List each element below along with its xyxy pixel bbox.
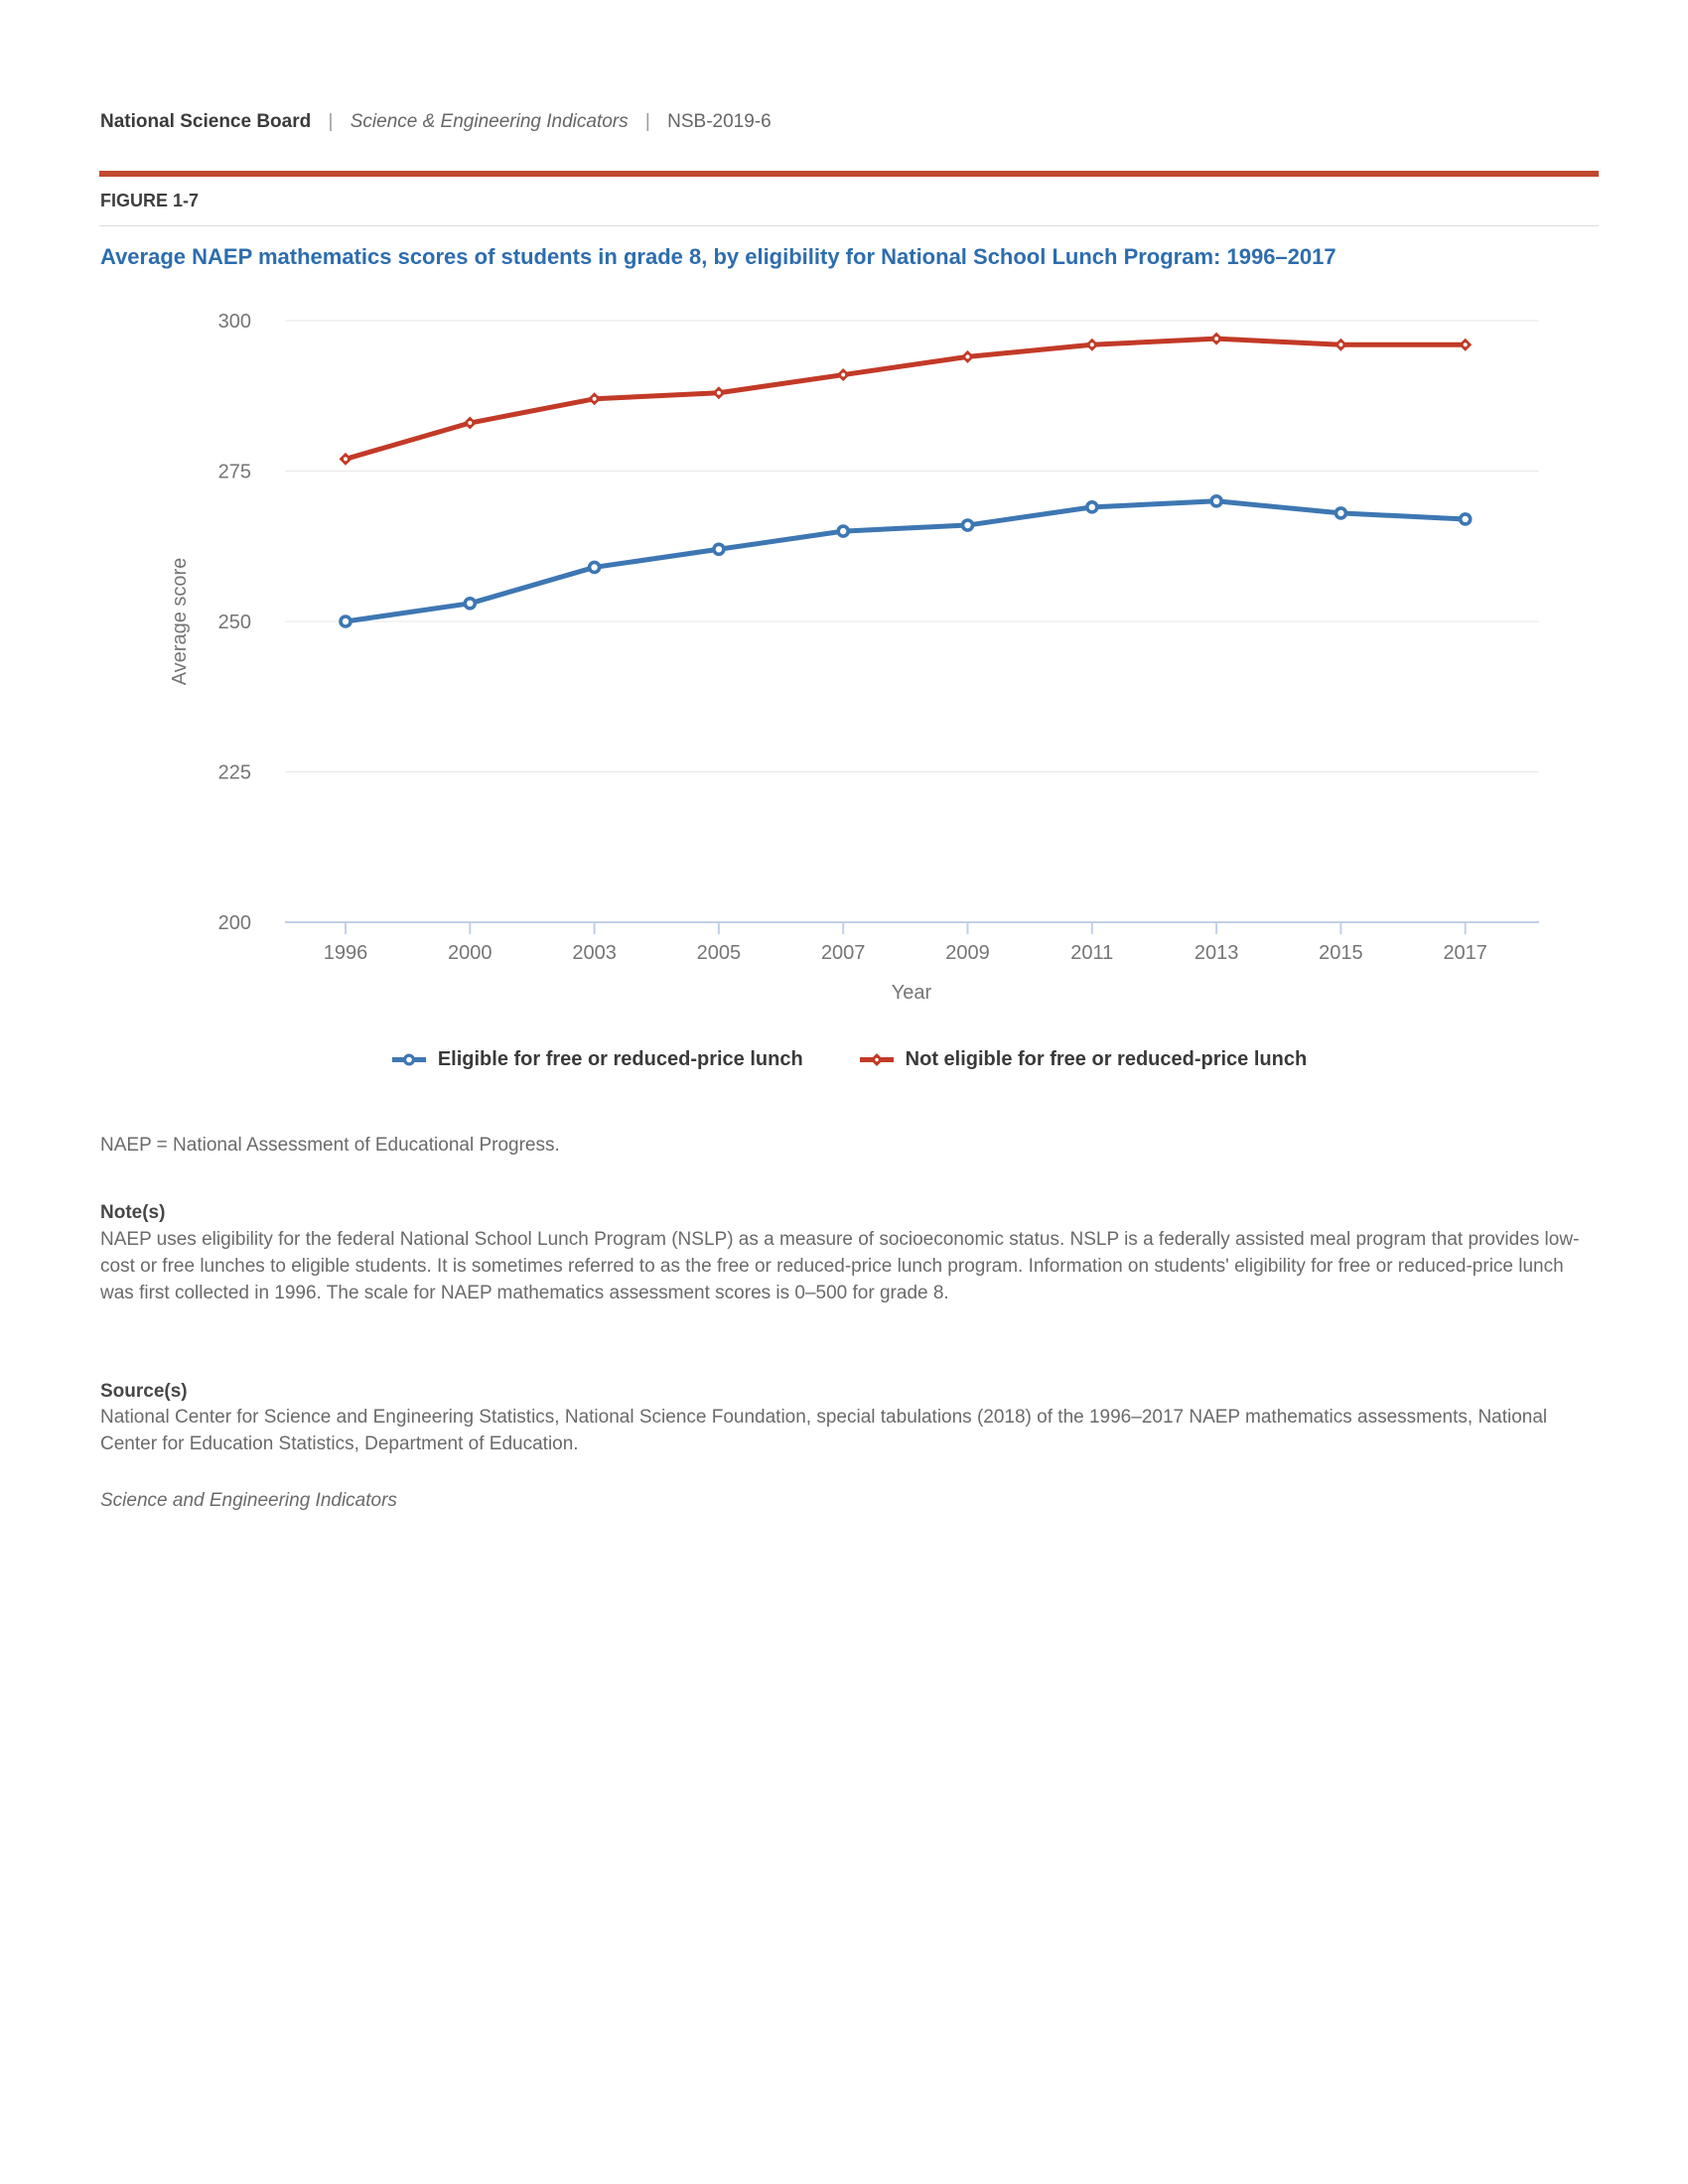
sources-heading: Source(s) [100, 1381, 188, 1402]
data-point-circle [1461, 514, 1471, 524]
data-point-circle [714, 544, 724, 554]
legend-label-not-eligible: Not eligible for free or reduced-price lunch [905, 1048, 1308, 1070]
data-point-diamond-center [966, 354, 970, 358]
data-point-circle [1336, 508, 1345, 518]
x-axis-title: Year [891, 982, 932, 1004]
y-tick-label: 275 [217, 461, 251, 483]
header-separator: | [328, 111, 334, 132]
data-point-diamond-center [344, 457, 348, 461]
x-tick-label: 2005 [696, 942, 742, 964]
x-tick-label: 2003 [572, 942, 617, 964]
chart-legend [99, 1048, 1599, 1071]
x-tick-label: 2009 [945, 942, 990, 964]
data-point-diamond-center [1214, 337, 1218, 341]
x-tick-label: 2013 [1194, 942, 1239, 964]
data-point-circle [838, 526, 848, 536]
x-tick-label: 2015 [1319, 942, 1363, 964]
legend-marker-circle-icon [391, 1051, 427, 1068]
line-chart [0, 0, 1688, 1032]
legend-item-not-eligible [859, 1048, 1308, 1071]
data-point-circle [1087, 502, 1097, 512]
y-axis-title: Average score [169, 557, 191, 686]
data-point-diamond-center [1338, 342, 1342, 346]
data-point-diamond-center [1090, 342, 1094, 346]
legend-marker-diamond-icon [859, 1051, 895, 1068]
y-tick-label: 300 [217, 311, 251, 333]
figure-label: FIGURE 1-7 [100, 191, 200, 210]
header-report-id: NSB-2019-6 [667, 111, 772, 132]
data-point-circle [590, 562, 600, 572]
data-point-circle [465, 599, 475, 609]
x-tick-label: 2000 [448, 942, 492, 964]
abbreviation-note: NAEP = National Assessment of Educational Progress. [100, 1135, 560, 1156]
series-line [346, 339, 1466, 459]
data-point-diamond-center [593, 397, 597, 401]
data-point-diamond-center [1464, 342, 1468, 346]
data-point-diamond-center [841, 373, 845, 377]
y-tick-label: 200 [217, 912, 251, 934]
legend-item-eligible [391, 1048, 803, 1071]
notes-heading: Note(s) [100, 1202, 166, 1223]
y-tick-label: 225 [217, 761, 251, 784]
x-tick-label: 1996 [323, 942, 368, 964]
notes-body: NAEP uses eligibility for the federal National School Lunch Program (NSLP) as a measure of socioeconomic status. NSLP is a federally assisted meal program that provides low-cost or free lunches to eligible students. It is sometimes referred to as the free or reduced-price lunch program. Information on students' eligibility for free or reduced-price lunch was first collected in 1996. The scale for NAEP mathematics assessment scores is 0–500 for grade 8. [100, 1229, 1580, 1303]
figure-title: Average NAEP mathematics scores of students in grade 8, by eligibility for National School Lunch Program: 1996–2017 [100, 244, 1336, 269]
x-tick-label: 2011 [1070, 942, 1114, 964]
header-publication: Science & Engineering Indicators [350, 111, 629, 132]
header-brand: National Science Board [100, 111, 312, 132]
x-tick-label: 2007 [820, 942, 866, 964]
series-line [346, 501, 1466, 621]
data-point-diamond-center [717, 391, 721, 395]
x-tick-label: 2017 [1443, 942, 1487, 964]
data-point-circle [341, 616, 351, 626]
footer-publication: Science and Engineering Indicators [100, 1490, 397, 1511]
sources-body: National Center for Science and Engineering Statistics, National Science Foundation, special tabulations (2018) of the 1996–2017 NAEP mathematics assessments, National Center for Education Statistics, Department of Education. [100, 1407, 1548, 1454]
header-separator: | [644, 111, 650, 132]
data-point-circle [1211, 496, 1221, 506]
y-tick-label: 250 [217, 612, 251, 633]
data-point-circle [963, 520, 973, 530]
legend-label-eligible: Eligible for free or reduced-price lunch [437, 1048, 803, 1070]
data-point-diamond-center [468, 421, 472, 425]
